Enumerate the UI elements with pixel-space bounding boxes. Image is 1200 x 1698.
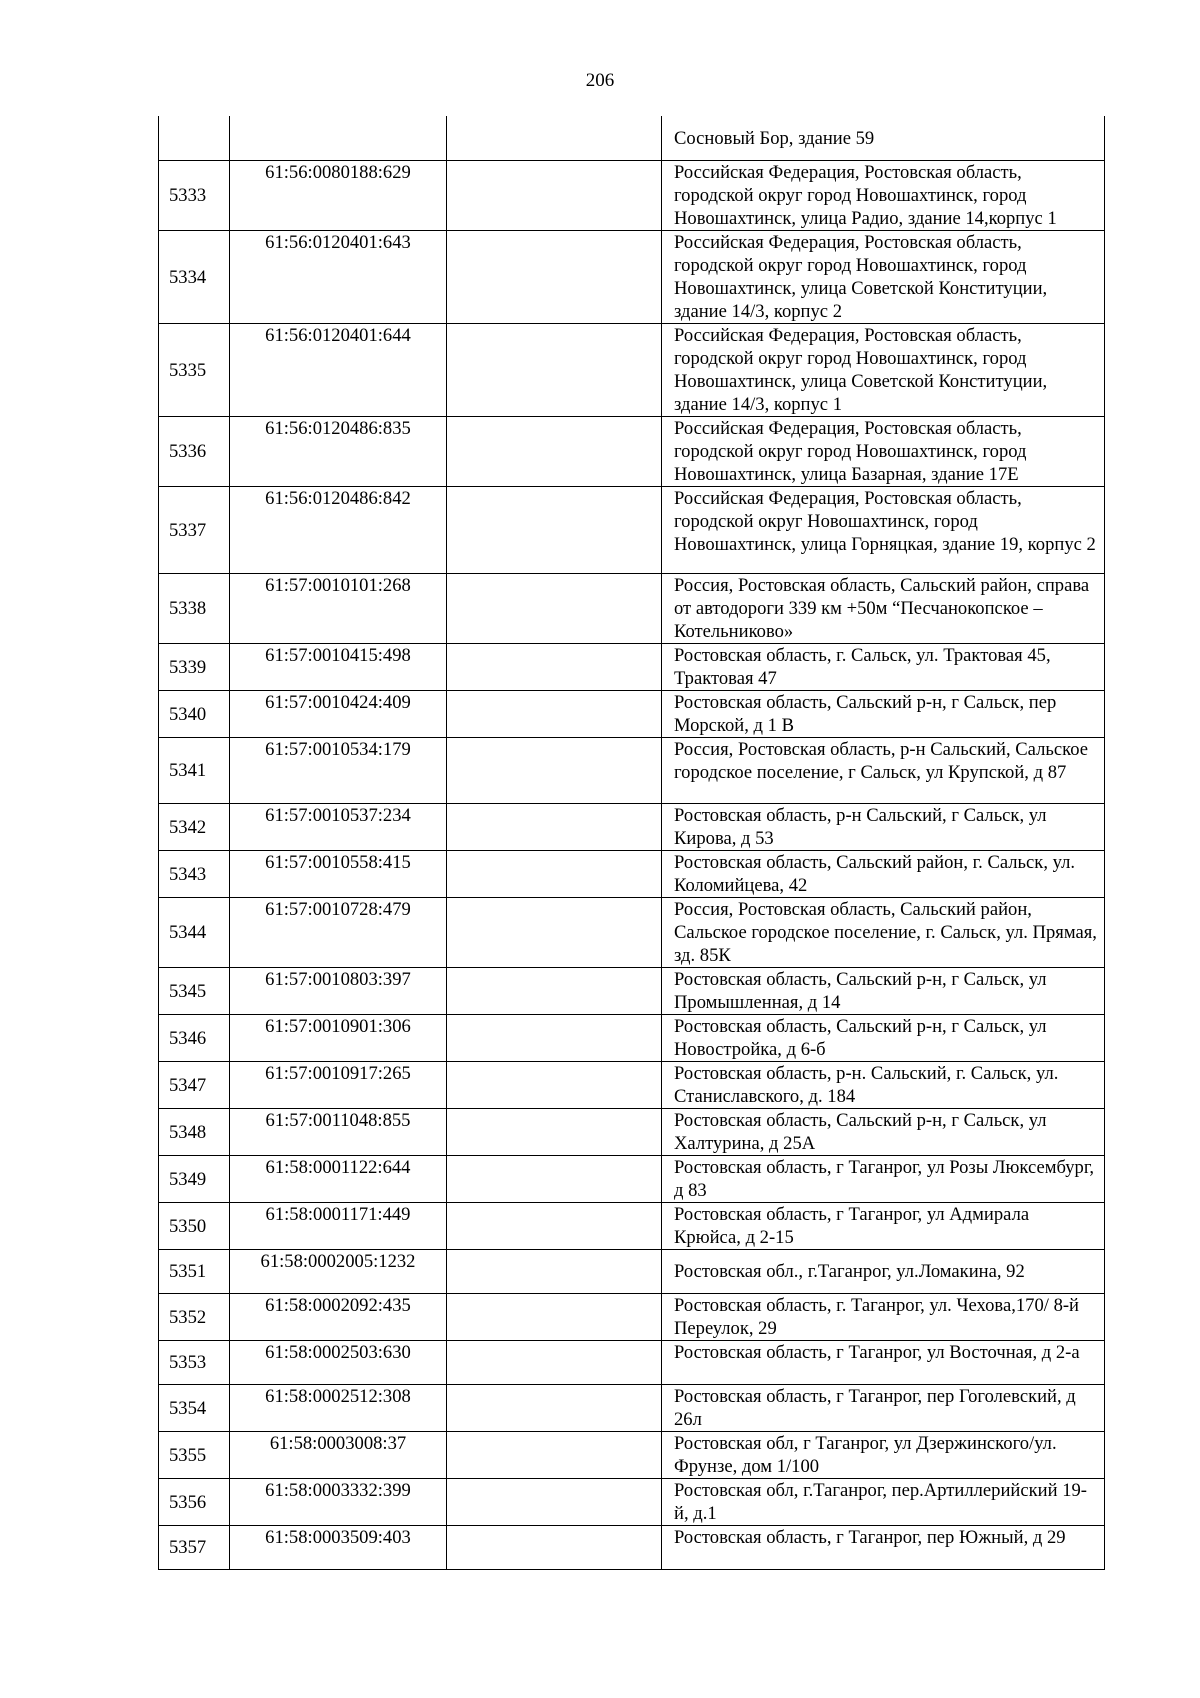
empty-cell [447,1062,662,1109]
row-number-cell: 5346 [159,1015,230,1062]
table-row [159,231,1105,324]
address-cell: Сосновый Бор, здание 59 [662,116,1105,161]
cadastral-number-cell: 61:58:0003509:403 [230,1526,447,1570]
row-number-cell: 5337 [159,487,230,574]
empty-cell [447,1294,662,1341]
empty-cell [447,1156,662,1203]
empty-cell [447,574,662,644]
address-cell: Ростовская обл., г.Таганрог, ул.Ломакина, 92 [662,1250,1105,1294]
row-number-cell: 5335 [159,324,230,417]
empty-cell [447,898,662,968]
row-number-cell: 5340 [159,691,230,738]
page-number: 206 [585,70,615,91]
row-number-cell: 5349 [159,1156,230,1203]
row-number-cell: 5339 [159,644,230,691]
table-row [159,1432,1105,1479]
table-row [159,644,1105,691]
row-number-cell: 5352 [159,1294,230,1341]
empty-cell [447,231,662,324]
cadastral-number-cell: 61:58:0002092:435 [230,1294,447,1341]
table-row [159,161,1105,231]
table-row [159,1385,1105,1432]
row-number-cell: 5351 [159,1250,230,1294]
cadastral-number-cell: 61:57:0010917:265 [230,1062,447,1109]
row-number-cell: 5350 [159,1203,230,1250]
row-number-cell: 5348 [159,1109,230,1156]
cadastral-number-cell: 61:57:0010728:479 [230,898,447,968]
address-cell: Ростовская область, г. Таганрог, ул. Чехова,170/ 8-й Переулок, 29 [662,1294,1105,1341]
row-number-cell: 5355 [159,1432,230,1479]
address-cell: Ростовская обл, г Таганрог, ул Дзержинского/ул. Фрунзе, дом 1/100 [662,1432,1105,1479]
table-row [159,324,1105,417]
empty-cell [447,1203,662,1250]
address-cell: Ростовская область, Сальский р-н, г Сальск, пер Морской, д 1 В [662,691,1105,738]
address-cell: Ростовская обл, г.Таганрог, пер.Артиллерийский 19-й, д.1 [662,1479,1105,1526]
row-number-cell: 5353 [159,1341,230,1385]
table-row [159,1479,1105,1526]
table-row [159,417,1105,487]
address-cell: Российская Федерация, Ростовская область, городской округ город Новошахтинск, город Новошахтинск, улица Базарная, здание 17Е [662,417,1105,487]
address-cell: Ростовская область, р-н. Сальский, г. Сальск, ул. Станиславского, д. 184 [662,1062,1105,1109]
table-row [159,1341,1105,1385]
empty-cell [447,417,662,487]
row-number-cell: 5354 [159,1385,230,1432]
address-cell: Ростовская область, г Таганрог, ул Восточная, д 2-а [662,1341,1105,1385]
empty-cell [447,324,662,417]
address-cell: Ростовская область, Сальский р-н, г Сальск, ул Новостройка, д 6-б [662,1015,1105,1062]
row-number-cell [159,116,230,161]
cadastral-number-cell: 61:57:0011048:855 [230,1109,447,1156]
address-cell: Ростовская область, г Таганрог, пер Южный, д 29 [662,1526,1105,1570]
row-number-cell: 5342 [159,804,230,851]
table-row [159,738,1105,804]
cadastral-number-cell: 61:57:0010101:268 [230,574,447,644]
row-number-cell: 5334 [159,231,230,324]
address-cell: Россия, Ростовская область, Сальский район, справа от автодороги 339 км +50м “Песчанокопское – Котельниково» [662,574,1105,644]
empty-cell [447,116,662,161]
row-number-cell: 5344 [159,898,230,968]
table-row [159,1203,1105,1250]
address-cell: Ростовская область, Сальский р-н, г Сальск, ул Промышленная, д 14 [662,968,1105,1015]
cadastral-number-cell: 61:57:0010537:234 [230,804,447,851]
table-row [159,1250,1105,1294]
cadastral-number-cell: 61:56:0120486:842 [230,487,447,574]
cadastral-number-cell: 61:57:0010415:498 [230,644,447,691]
cadastral-number-cell: 61:57:0010803:397 [230,968,447,1015]
cadastral-number-cell: 61:58:0003332:399 [230,1479,447,1526]
address-cell: Ростовская область, г Таганрог, ул Розы Люксембург, д 83 [662,1156,1105,1203]
row-number-cell: 5347 [159,1062,230,1109]
row-number-cell: 5356 [159,1479,230,1526]
table-row [159,1156,1105,1203]
row-number-cell: 5345 [159,968,230,1015]
table-row [159,691,1105,738]
empty-cell [447,1109,662,1156]
row-number-cell: 5336 [159,417,230,487]
empty-cell [447,1341,662,1385]
cadastral-number-cell: 61:57:0010558:415 [230,851,447,898]
cadastral-number-cell: 61:56:0120401:644 [230,324,447,417]
cadastral-number-cell: 61:56:0120486:835 [230,417,447,487]
empty-cell [447,804,662,851]
empty-cell [447,1479,662,1526]
empty-cell [447,1015,662,1062]
empty-cell [447,1250,662,1294]
table-row [159,1294,1105,1341]
cadastral-number-cell: 61:58:0002512:308 [230,1385,447,1432]
empty-cell [447,1432,662,1479]
row-number-cell: 5343 [159,851,230,898]
address-cell: Российская Федерация, Ростовская область, городской округ город Новошахтинск, город Новошахтинск, улица Советской Конституции, здание 14/3, корпус 1 [662,324,1105,417]
cadastral-number-cell: 61:58:0002005:1232 [230,1250,447,1294]
address-cell: Российская Федерация, Ростовская область, городской округ город Новошахтинск, город Новошахтинск, улица Советской Конституции, здание 14/3, корпус 2 [662,231,1105,324]
address-cell: Ростовская область, Сальский район, г. Сальск, ул. Коломийцева, 42 [662,851,1105,898]
address-cell: Российская Федерация, Ростовская область, городской округ город Новошахтинск, город Новошахтинск, улица Радио, здание 14,корпус 1 [662,161,1105,231]
row-number-cell: 5338 [159,574,230,644]
table-row [159,1015,1105,1062]
cadastral-number-cell: 61:57:0010901:306 [230,1015,447,1062]
empty-cell [447,691,662,738]
empty-cell [447,1385,662,1432]
address-cell: Ростовская область, р-н Сальский, г Сальск, ул Кирова, д 53 [662,804,1105,851]
empty-cell [447,161,662,231]
empty-cell [447,487,662,574]
address-cell: Россия, Ростовская область, Сальский район, Сальское городское поселение, г. Сальск, ул. Прямая, зд. 85К [662,898,1105,968]
table-row [159,1526,1105,1570]
registry-table-body [159,116,1105,1570]
table-row [159,968,1105,1015]
cadastral-number-cell: 61:58:0003008:37 [230,1432,447,1479]
address-cell: Россия, Ростовская область, р-н Сальский, Сальское городское поселение, г Сальск, ул Крупской, д 87 [662,738,1105,804]
table-row [159,898,1105,968]
empty-cell [447,644,662,691]
empty-cell [447,738,662,804]
cadastral-number-cell: 61:58:0002503:630 [230,1341,447,1385]
empty-cell [447,851,662,898]
empty-cell [447,1526,662,1570]
row-number-cell: 5341 [159,738,230,804]
table-row [159,851,1105,898]
table-row [159,804,1105,851]
cadastral-number-cell: 61:58:0001122:644 [230,1156,447,1203]
address-cell: Ростовская область, г Таганрог, пер Гоголевский, д 26л [662,1385,1105,1432]
cadastral-number-cell [230,116,447,161]
address-cell: Российская Федерация, Ростовская область, городской округ Новошахтинск, город Новошахтинск, улица Горняцкая, здание 19, корпус 2 [662,487,1105,574]
cadastral-number-cell: 61:57:0010534:179 [230,738,447,804]
address-cell: Ростовская область, г Таганрог, ул Адмирала Крюйса, д 2-15 [662,1203,1105,1250]
table-row [159,487,1105,574]
cadastral-number-cell: 61:56:0080188:629 [230,161,447,231]
table-row [159,1109,1105,1156]
table-row-continuation [159,116,1105,161]
row-number-cell: 5333 [159,161,230,231]
empty-cell [447,968,662,1015]
registry-table [158,116,1105,1570]
address-cell: Ростовская область, Сальский р-н, г Сальск, ул Халтурина, д 25А [662,1109,1105,1156]
table-row [159,1062,1105,1109]
cadastral-number-cell: 61:58:0001171:449 [230,1203,447,1250]
row-number-cell: 5357 [159,1526,230,1570]
address-cell: Ростовская область, г. Сальск, ул. Трактовая 45, Трактовая 47 [662,644,1105,691]
table-row [159,574,1105,644]
cadastral-number-cell: 61:57:0010424:409 [230,691,447,738]
cadastral-number-cell: 61:56:0120401:643 [230,231,447,324]
